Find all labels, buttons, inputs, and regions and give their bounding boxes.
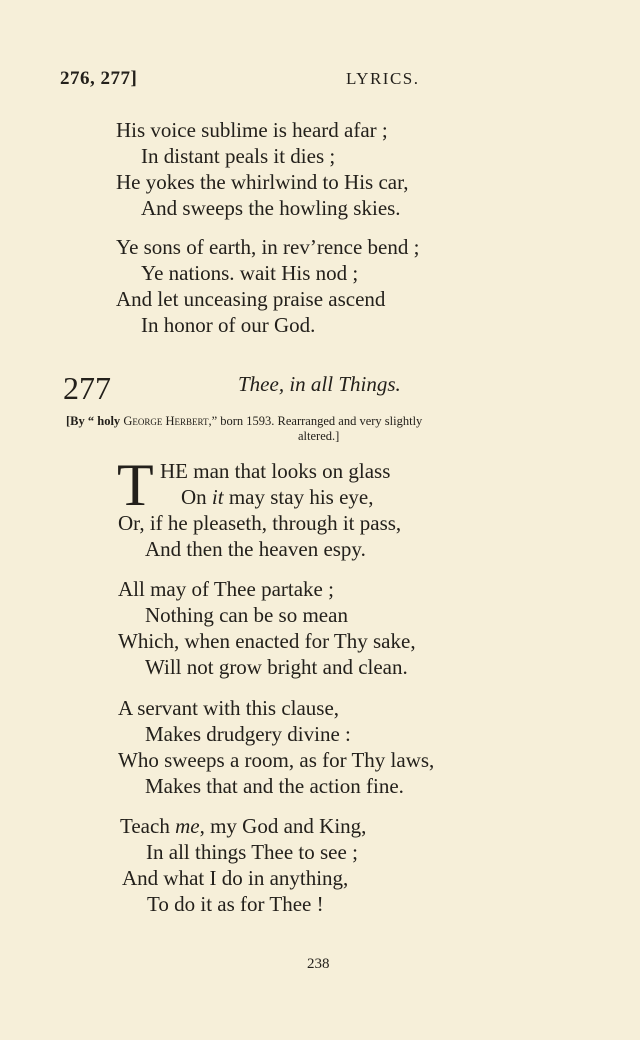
- poem-line: Which, when enacted for Thy sake,: [118, 629, 416, 653]
- attribution-note-text: Rearranged and very slightly: [277, 414, 423, 428]
- header-hymn-range: 276, 277]: [60, 68, 138, 89]
- poem-line: Ye nations. wait His nod ;: [141, 261, 359, 285]
- poem-line: And let unceasing praise ascend: [116, 287, 386, 311]
- poem-line: In all things Thee to see ;: [146, 840, 358, 864]
- hymn-title: Thee, in all Things.: [238, 372, 401, 396]
- poem-line: Makes that and the action fine.: [145, 774, 404, 798]
- poem-line: His voice sublime is heard afar ;: [116, 118, 388, 142]
- poem-line: HE man that looks on glass: [160, 459, 391, 483]
- poem-line: Ye sons of earth, in rev’rence bend ;: [116, 235, 420, 259]
- author-born: born 1593.: [220, 414, 275, 428]
- poem-line: He yokes the whirlwind to His car,: [116, 170, 409, 194]
- page-number: 238: [307, 956, 330, 972]
- emphasis-word: me: [175, 814, 200, 838]
- attribution-note: [66, 414, 586, 444]
- author-name: George Herbert,”: [123, 414, 218, 428]
- running-header: [60, 68, 580, 98]
- poem-line: Will not grow bright and clean.: [145, 655, 408, 679]
- poem-line: To do it as for Thee !: [147, 892, 324, 916]
- poem-line: A servant with this clause,: [118, 696, 340, 720]
- stanza-277-3: [0, 695, 640, 799]
- poem-line: On it may stay his eye,: [181, 485, 374, 509]
- poem-line: And then the heaven espy.: [145, 537, 366, 561]
- poem-line: And what I do in anything,: [122, 866, 349, 890]
- poem-line: In distant peals it dies ;: [141, 144, 336, 168]
- poem-line: Who sweeps a room, as for Thy laws,: [118, 748, 435, 772]
- attribution-prefix: [By “ holy: [66, 414, 121, 428]
- attribution-line2: altered.]: [298, 429, 340, 443]
- hymn-number: 277: [63, 370, 111, 406]
- poem-line: All may of Thee partake ;: [118, 577, 334, 601]
- emphasis-word: it: [211, 485, 224, 509]
- poem-line: Teach me, my God and King,: [120, 814, 367, 838]
- stanza-277-4: [0, 813, 640, 917]
- stanza-276-3: [0, 117, 640, 221]
- poem-line: Or, if he pleaseth, through it pass,: [118, 511, 402, 535]
- poem-line: Nothing can be so mean: [145, 603, 348, 627]
- poem-line: And sweeps the howling skies.: [141, 196, 401, 220]
- poem-line: Makes drudgery divine :: [145, 722, 351, 746]
- stanza-277-1: [0, 452, 640, 562]
- header-section-title: LYRICS.: [346, 69, 420, 88]
- drop-cap: T: [117, 452, 154, 518]
- stanza-276-4: [0, 234, 640, 338]
- poem-line: In honor of our God.: [141, 313, 316, 337]
- stanza-277-2: [0, 576, 640, 680]
